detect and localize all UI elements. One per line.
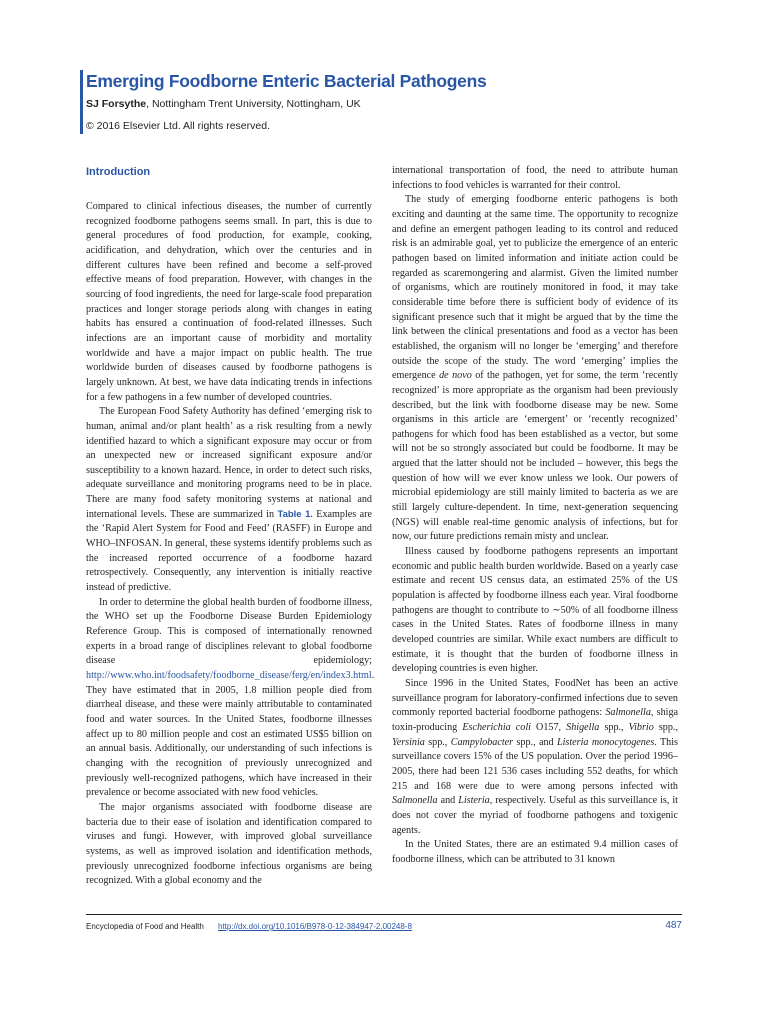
italic-term: Shigella xyxy=(566,721,600,733)
text-run: , shiga toxin-producing xyxy=(392,707,679,733)
italic-term: Salmonella xyxy=(392,795,438,807)
footer-doi-link[interactable]: http://dx.doi.org/10.1016/B978-0-12-384947-2.00248-8 xyxy=(218,922,412,931)
text-run: and xyxy=(437,795,459,807)
italic-term: Escherichia coli xyxy=(462,721,531,733)
paragraph: Compared to clinical infectious diseases, the number of currently recognized foodborne pathogens seems small. In part, this is due to general procedures of food production, for example, cooking, acidification, and dehydration, which over the centuries and in different cultures have been refined and become a self-proved effective means of food preparation. However, with changes in the sourcing of food ingredients, the need for large-scale food preparation practices and longer storage periods along with changes in eating habits has ensured a continuation of food-related illnesses. Such infections are an important cause of morbidity and mortality worldwide and have a major impact on public health. The true worldwide burden of diseases caused by foodborne pathogens is largely unknown. At best, we have data indicating trends in infections for a few pathogens in a few number of developed countries. xyxy=(86,201,372,403)
paragraph xyxy=(392,677,678,838)
text-run: Since 1996 in the United States, FoodNet has been an active surveillance program for laboratory-confirmed infections due to seven commonly reported bacterial foodborne pathogens: xyxy=(392,677,678,719)
right-column xyxy=(392,164,678,868)
italic-term: Campylobacter xyxy=(450,736,514,748)
paragraph: Illness caused by foodborne pathogens represents an important economic and public health burden worldwide. Based on a yearly case estimate and recent US census data, an estimated 25% of the US population is affected by foodborne illness each year. Viral foodborne pathogens are thought to contribute to ∼50% of all foodborne illness cases in the United States. Rates of foodborne illness in many developed countries are similar. While exact numbers are difficult to estimate, it is thought that the burden of foodborne illness in developing countries is even higher. xyxy=(392,546,678,675)
italic-term: de novo xyxy=(439,370,472,382)
text-run: spp., xyxy=(599,721,629,733)
paragraph: In the United States, there are an estimated 9.4 million cases of foodborne illness, which can be attributed to 31 known xyxy=(392,839,678,865)
text-run: spp., xyxy=(424,736,451,748)
article-title: Emerging Foodborne Enteric Bacterial Pathogens xyxy=(86,71,487,91)
italic-term: Listeria monocytogenes xyxy=(556,736,655,748)
table-1-link[interactable]: Table 1 xyxy=(277,508,311,520)
section-heading-introduction: Introduction xyxy=(86,166,151,178)
page-number: 487 xyxy=(665,920,682,931)
left-column xyxy=(86,164,375,889)
copyright-notice: © 2016 Elsevier Ltd. All rights reserved. xyxy=(86,120,270,132)
italic-term: Vibrio xyxy=(628,721,654,733)
header-accent-bar xyxy=(80,70,83,134)
paragraph: The major organisms associated with foodborne disease are bacteria due to their ease of isolation and identification compared to viruses and fungi. However, with improved global surveillance systems, as well as improved isolation and identification methods, previously unrecognized foodborne infectious organisms are being recognized. With a global economy and the xyxy=(86,801,372,887)
text-run: . Examples are the ‘Rapid Alert System for Food and Feed’ (RASFF) in Europe and WHO–INFOSAN. In general, these systems identify problems such as the increased reported occurrence of a foodborne hazard retrospectively. Consequently, any intervention is initially reactive instead of predictive. xyxy=(86,508,373,594)
text-run: . They have estimated that in 2005, 1.8 million people died from diarrheal disease, and these were mainly attributable to contaminated food and water sources. In the United States, foodborne illnesses affect up to 80 million people and cost an estimated US$5 billion on an annual basis. Additionally, our understanding of such infections is changing with the recognition of previously unrecognized and previously well-recognized pathogens, which have increased in their prevalence or become associated with new food vehicles. xyxy=(86,670,375,799)
footer-divider xyxy=(86,914,682,915)
paragraph xyxy=(86,596,375,801)
paragraph: international transportation of food, the need to attribute human infections to food vehicles is warranted for their control. xyxy=(392,165,678,191)
text-run: spp., and xyxy=(513,736,557,748)
footer-journal-title: Encyclopedia of Food and Health xyxy=(86,922,204,931)
author-affiliation: , Nottingham Trent University, Nottingham, UK xyxy=(146,98,361,110)
text-run: , respectively. Useful as this surveillance is, it does not cover the myriad of foodborne pathogens and toxigenic agents. xyxy=(392,795,678,836)
text-run: The study of emerging foodborne enteric pathogens is both exciting and daunting at the same time. The opportunity to recognize and define an emergent pathogen leading to its control and reduced risk is an admirable goal, yet to publicize the emergence of an enteric pathogen based on limited information and initiate action could be regarded as scaremongering and alarmist. Given the limited number of organisms, which are routinely monitored in food, it may take considerable time before there is sufficient body of evidence of its significant presence such that it might be argued that by the time the link between the clinical presentations and food as a vector has been established, the organism will no longer be ‘emerging’ and therefore outside the scope of the study. The word ‘emerging’ implies the emergence xyxy=(392,194,678,382)
text-run: of the pathogen, yet for some, the term ‘recently recognized’ is more appropriate as the organism had been previously described, but the link with foodborne disease may be new. Some organisms in this article are ‘emergent’ or ‘recently recognized’ pathogens for which food has been established as a vector, but some will not be so strongly associated but could be foodborne. It may be argued that the latter should not be included – however, this begs the question of how will we ever know unless we look. Our powers of microbial epidemiology are still mainly limited to bacteria as we are still largely culture-dependent. In time, next-generation sequencing (NGS) will enable real-time genomic analysis of infections, but for now, our future predictions remain misty and unclear. xyxy=(392,370,678,543)
paragraph xyxy=(392,193,678,545)
author-line xyxy=(86,97,706,111)
text-run: . This surveillance covers 15% of the US population. Over the period 1996–2005, there had been 121 536 cases including 552 deaths, for which 215 and 168 were due to were among persons infected with xyxy=(392,736,678,792)
italic-term: Salmonella xyxy=(605,707,651,719)
text-run: spp., xyxy=(653,721,678,733)
author-name: SJ Forsythe xyxy=(86,98,147,110)
article-header xyxy=(86,70,706,133)
text-run: The European Food Safety Authority has defined ‘emerging risk to human, animal and/or plant health’ as a risk resulting from a newly identified hazard to which a significant exposure may occur or from an unexpected new or increased significant exposure and/or susceptibility to a known hazard. Hence, in order to detect such risks, adequate surveillance and monitoring programs need to be in place. There are many food safety monitoring systems at national and international levels. These are summarized in xyxy=(86,406,372,520)
text-run: O157, xyxy=(530,721,567,733)
paragraph xyxy=(86,405,372,596)
italic-term: Listeria xyxy=(458,795,490,807)
text-run: In order to determine the global health burden of foodborne illness, the WHO set up the Foodborne Disease Burden Epidemiology Reference Group. This is composed of internationally renowned experts in a broad range of disciplines relevant to global foodborne disease epidemiology; xyxy=(86,596,372,667)
italic-term: Yersinia xyxy=(392,736,425,748)
who-ferg-link[interactable]: http://www.who.int/foodsafety/foodborne_disease/ferg/en/index3.html xyxy=(86,670,372,681)
